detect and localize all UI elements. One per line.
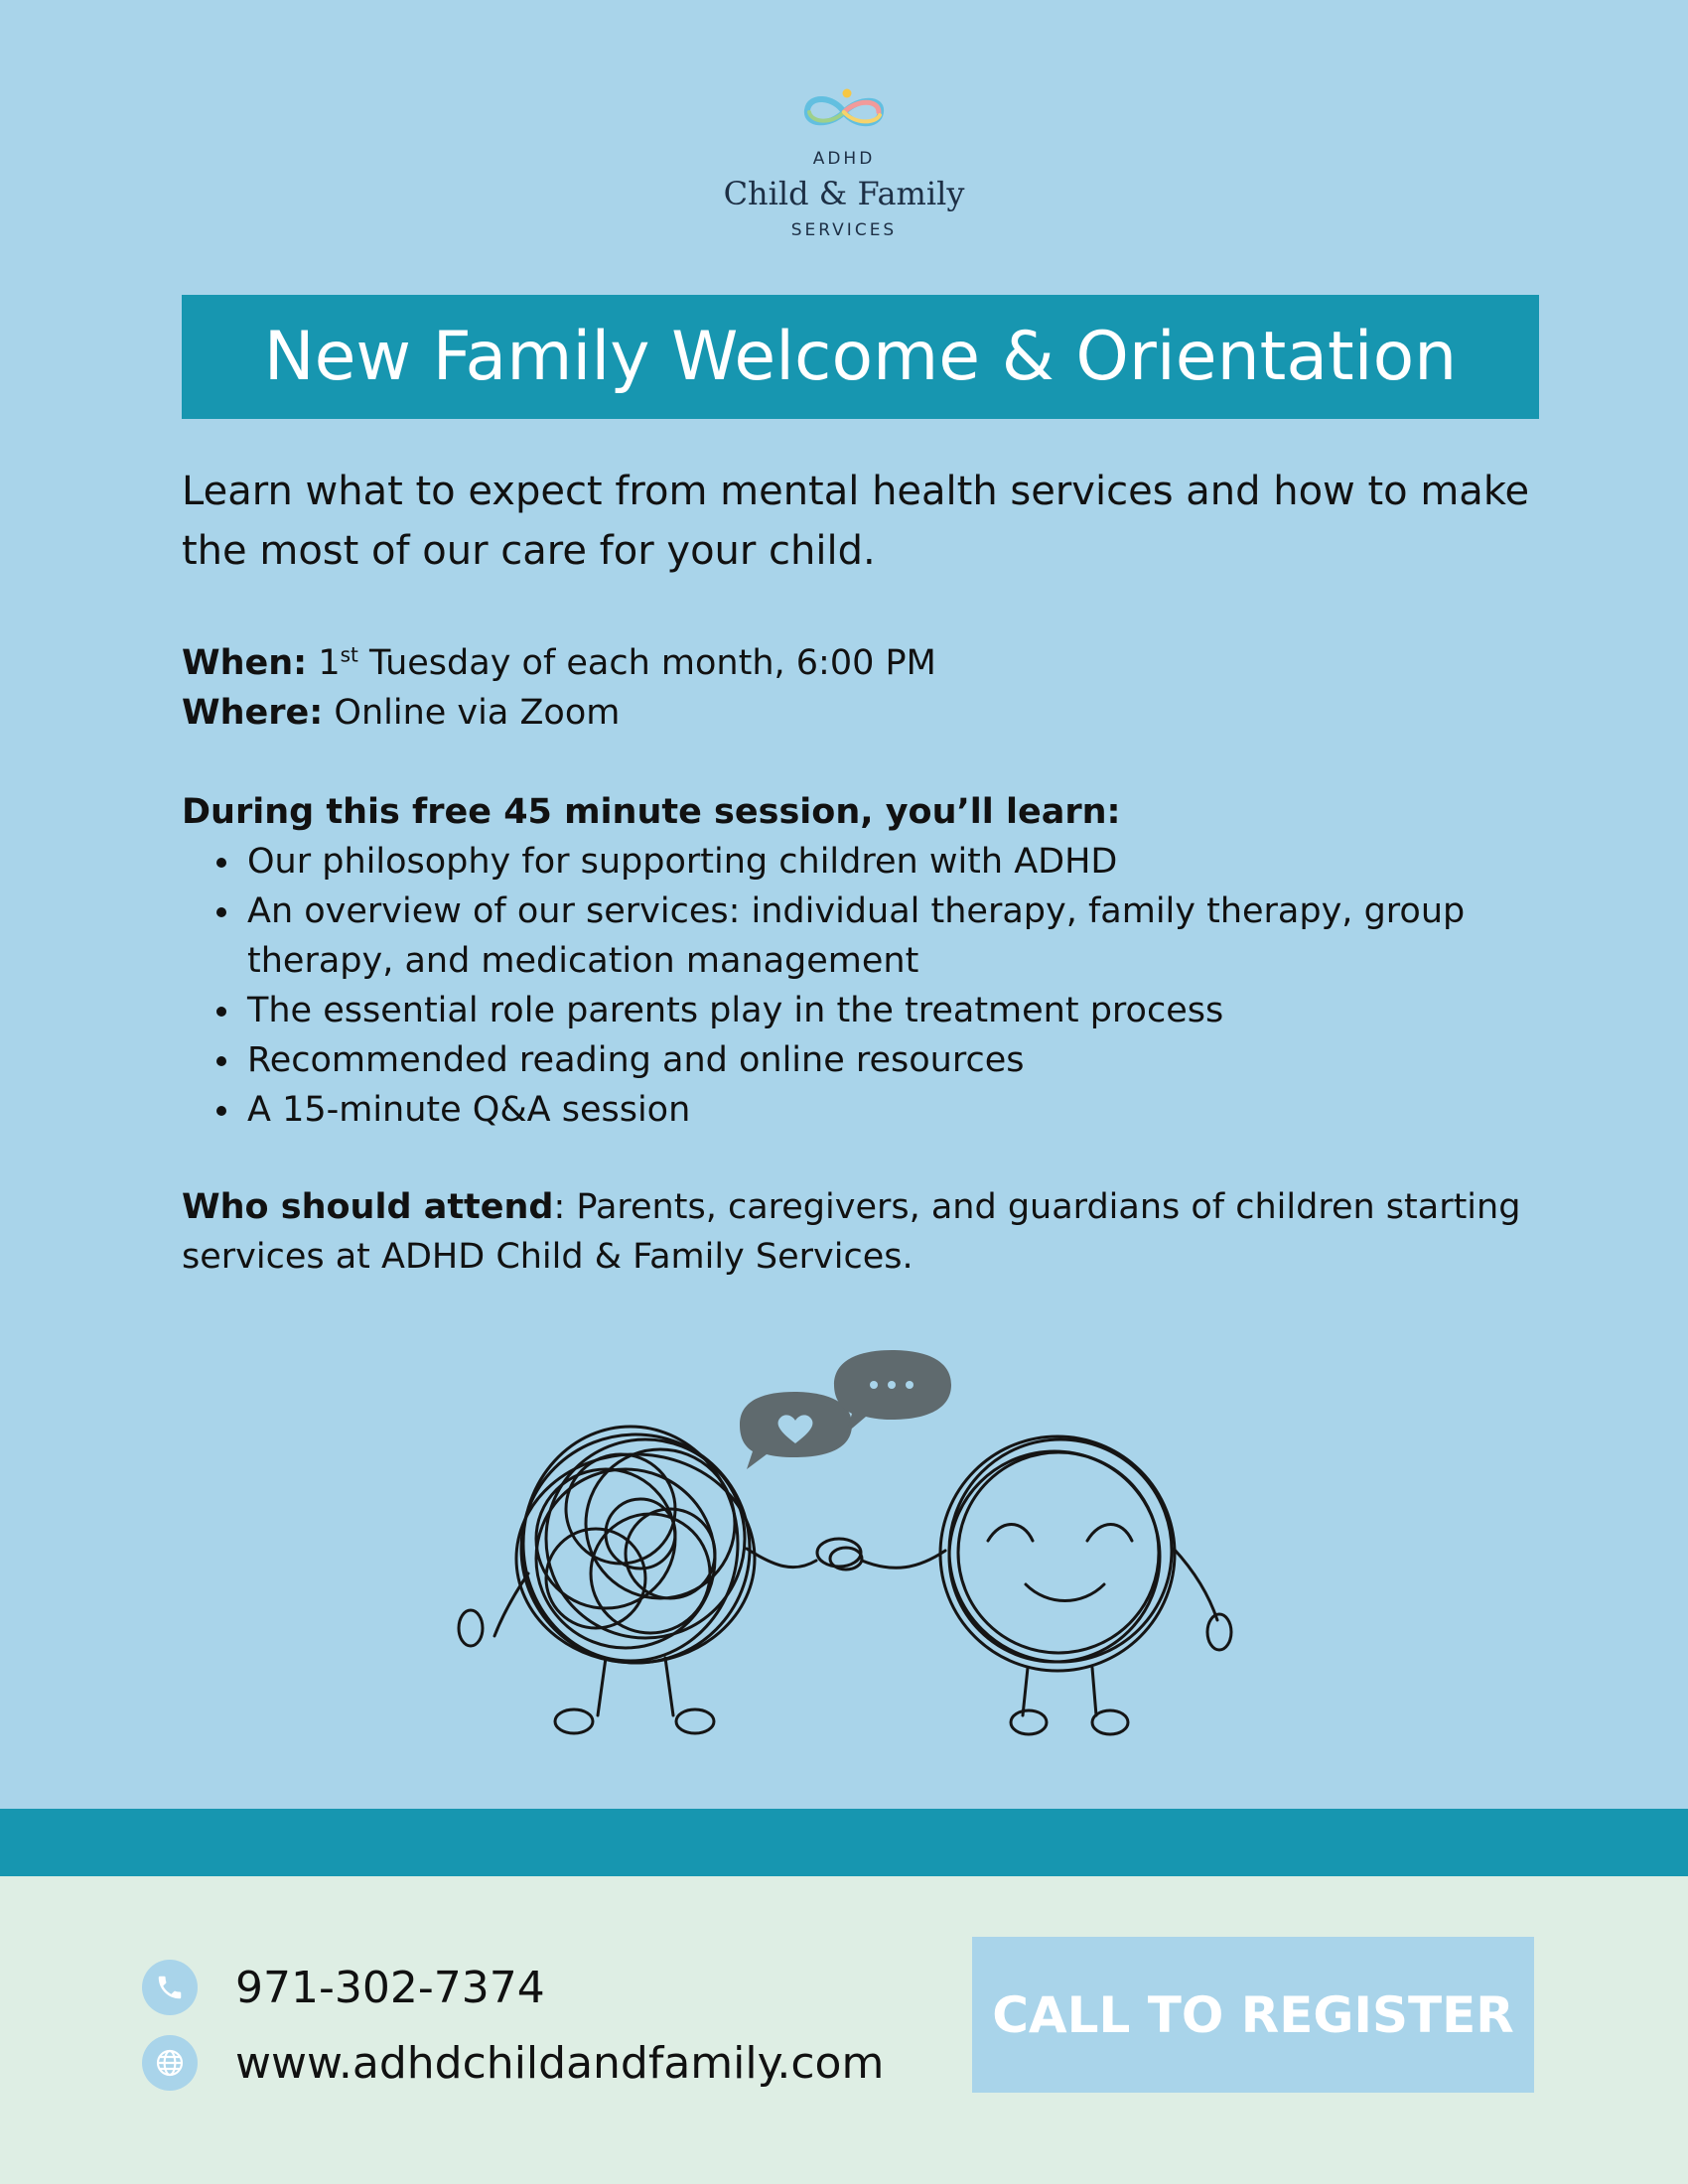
- list-item: • Our philosophy for supporting children with ADHD: [243, 837, 1542, 887]
- learn-heading: During this free 45 minute session, you’ll learn:: [182, 792, 1121, 832]
- call-to-register-button[interactable]: [972, 1937, 1534, 2093]
- when-label: When:: [182, 643, 308, 683]
- where-line: [182, 688, 1542, 738]
- friends-illustration: [437, 1330, 1251, 1761]
- phone-icon: [142, 1960, 198, 2015]
- who-label: Who should attend: [182, 1187, 554, 1227]
- logo-bottom-text: SERVICES: [790, 220, 898, 240]
- website-link[interactable]: www.adhdchildandfamily.com: [235, 2037, 885, 2089]
- cta-label: CALL TO REGISTER: [992, 1985, 1514, 2044]
- list-item: • Recommended reading and online resources: [243, 1035, 1542, 1085]
- list-item: • An overview of our services: individual therapy, family therapy, group therapy, and medication management: [243, 887, 1542, 986]
- list-item: • A 15-minute Q&A session: [243, 1085, 1542, 1135]
- globe-icon: [142, 2035, 198, 2091]
- intro-text: Learn what to expect from mental health services and how to make the most of our care for your child.: [182, 469, 1530, 574]
- page-title: New Family Welcome & Orientation: [263, 318, 1458, 396]
- when-line: [182, 638, 1542, 688]
- teal-divider-band: [0, 1809, 1688, 1876]
- logo-main-text: Child & Family: [723, 175, 965, 212]
- event-info: [182, 638, 1542, 738]
- when-text: Tuesday of each month, 6:00 PM: [369, 643, 936, 683]
- when-day: 1: [318, 643, 341, 683]
- phone-number-link[interactable]: 971-302-7374: [235, 1962, 545, 2013]
- holding-hands-characters-icon: [437, 1330, 1251, 1757]
- phone-row: [142, 1960, 545, 2015]
- learn-list: [182, 837, 1542, 1135]
- title-banner: [182, 295, 1539, 419]
- where-label: Where:: [182, 693, 324, 733]
- website-row: [142, 2035, 884, 2091]
- where-text: Online via Zoom: [334, 693, 621, 733]
- who-text: : Parents, caregivers, and guardians of children starting services at ADHD Child & Family Services.: [182, 1187, 1521, 1277]
- when-day-suffix: st: [340, 642, 358, 667]
- list-item: • The essential role parents play in the treatment process: [243, 986, 1542, 1035]
- logo-top-text: ADHD: [812, 149, 876, 169]
- main-content: [182, 462, 1542, 1282]
- logo: [0, 87, 1688, 240]
- who-should-attend: [182, 1182, 1542, 1282]
- infinity-logo-icon: [801, 87, 887, 133]
